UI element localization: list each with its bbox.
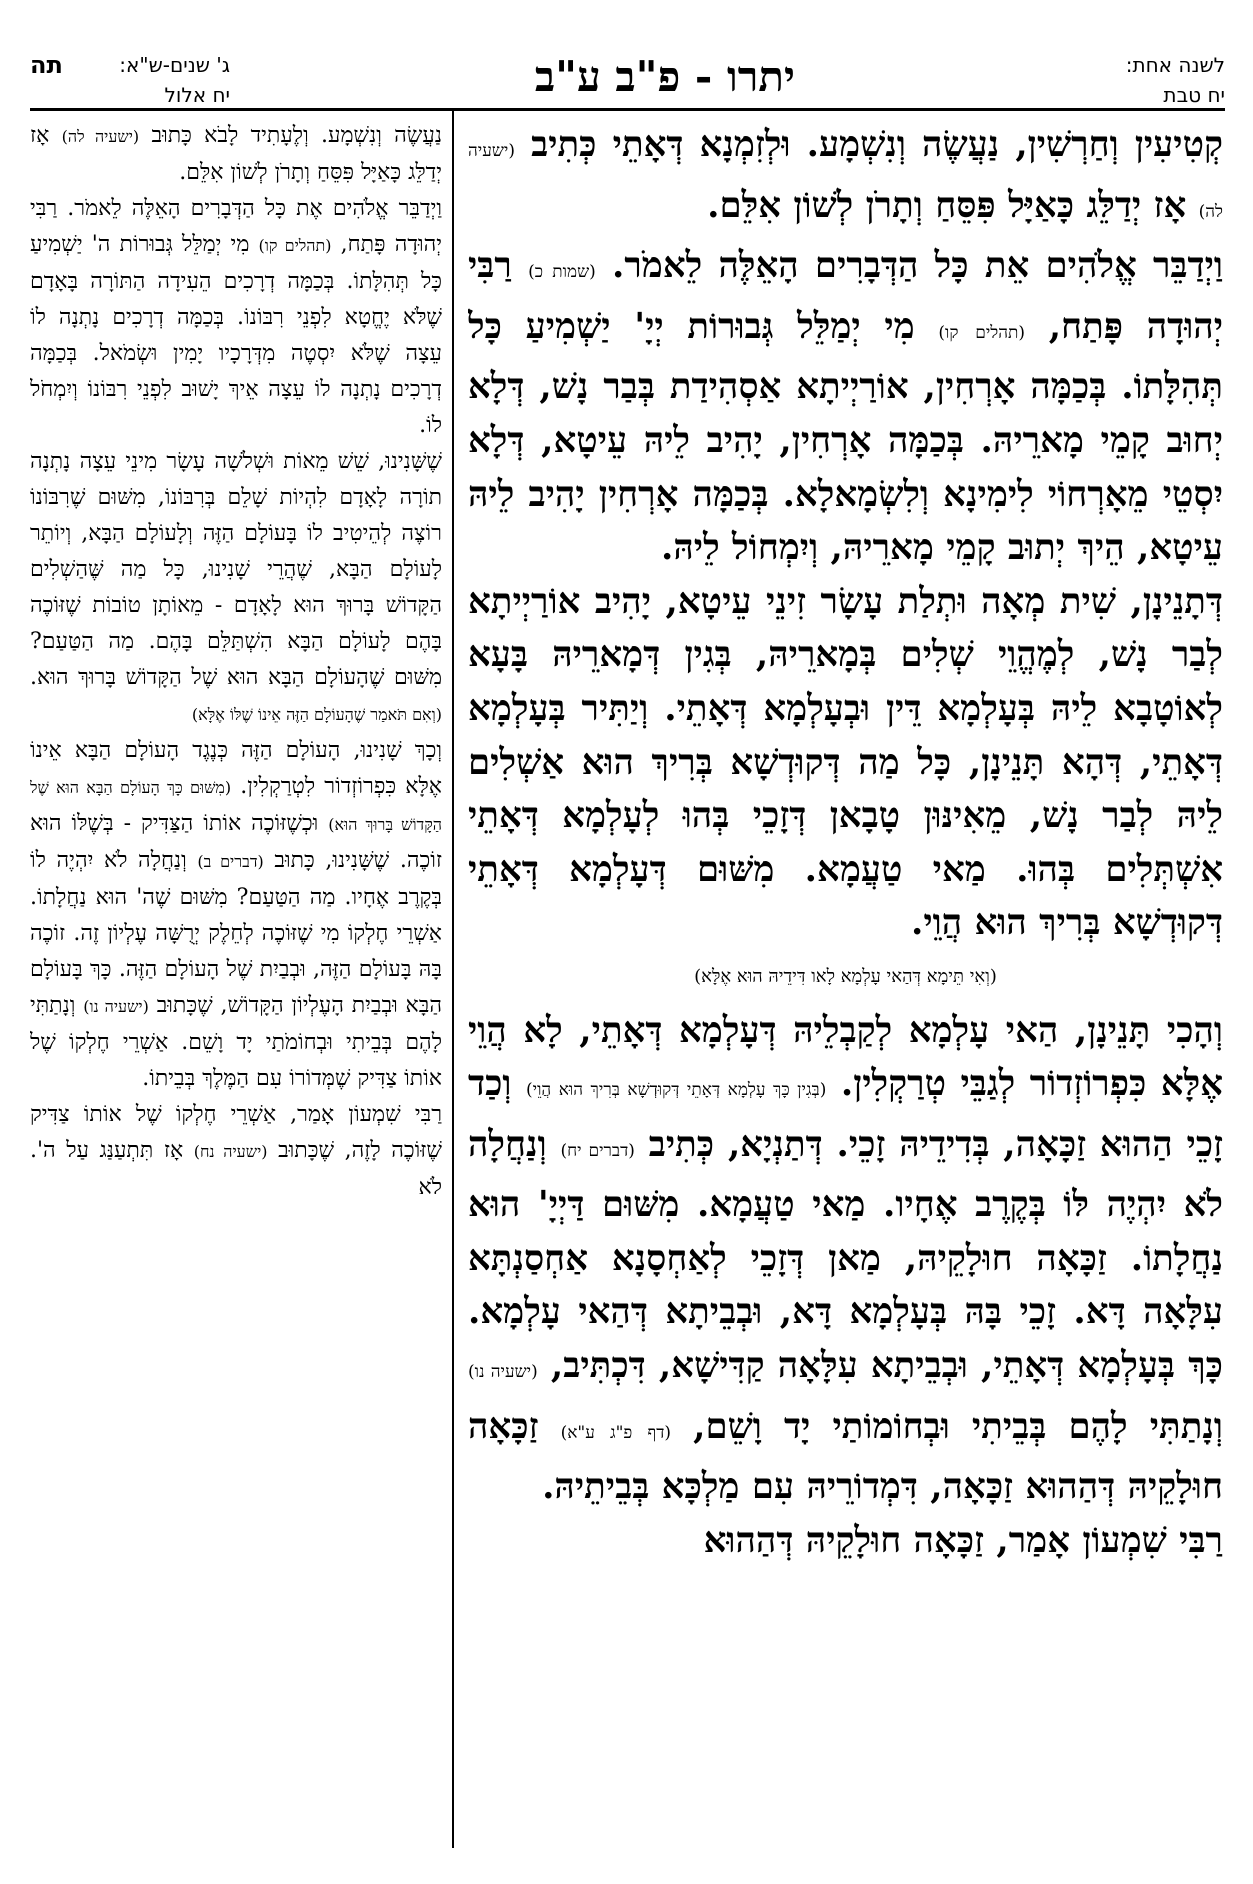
side-paragraph-1 xyxy=(30,118,442,191)
schedule-one-year-label: לשנה אחת: xyxy=(1125,53,1225,77)
main-text: זַכָּאָה חוּלָקֵיהּ דְּהַהוּא זַכָּאָה, דִּמְדוֹרֵיהּ עִם מַלְכָּא בְּבֵיתֵיהּ. xyxy=(468,1405,1223,1508)
side-text: מִי יְמַלֵּל גְּבוּרוֹת ה' יַשְׁמִיעַ כָּל תְּהִלָּתוֹ. בְּכַמָּה דְרָכִים הֵעִידָה הַתּוֹרָה בָּאָדָם שֶׁלֹּא יֶחֱטָא לִפְנֵי רִבּוֹנוֹ. בְּכַמָּה דְרָכִים נָתְנָה לוֹ עֵצָה שֶׁלֹּא יִסְטֶה מִדְּרָכָיו יָמִין וּשְׂמֹאל. בְּכַמָּה דְרָכִים נָתְנָה לוֹ עֵצָה אֵיךְ יָשׁוּב לִפְנֵי רִבּוֹנוֹ וְיִמְחֹל לוֹ. xyxy=(30,232,442,438)
main-text: מִי יְמַלֵּל גְּבוּרוֹת יְיָ' יַשְׁמִיעַ כָּל תְּהִלָּתוֹ. בְּכַמָּה אָרְחִין, אוֹרַיְיתָא אַסְהִידַת בְּבַר נָשׁ, דְּלָא יְחוּב קָמֵי מָארֵיהּ. בְּכַמָּה אָרְחִין, יָהִיב לֵיהּ עֵיטָא, דְּלָא יִסְטֵי מֵאָרְחוֹי לִימִינָא וְלִשְׂמָאלָא. בְּכַמָּה אָרְחִין יָהִיב לֵיהּ עֵיטָא, הֵיךְ יְתוּב קָמֵי מָארֵיהּ, וְיִמְחוֹל לֵיהּ. xyxy=(468,305,1223,569)
side-text: וְנָתַתִּי לָהֶם בְּבֵיתִי וּבְחוֹמֹתַי יָד וָשֵׁם. אַשְׁרֵי חֶלְקוֹ שֶׁל אוֹתוֹ צַדִּיק שֶׁמְּדוֹרוֹ עִם הַמֶּלֶךְ בְּבֵיתוֹ. xyxy=(30,993,442,1091)
side-text: אָז תִּתְעַנַּג עַל ה'. לֹא xyxy=(30,1138,442,1200)
schedule-one-year-date: יח טבת xyxy=(1163,83,1225,107)
main-text: קְטִיעִין וְחַרְשִׁין, נַעֲשֶׂה וְנִשְׁמָע. וּלְזִמְנָא דְּאָתֵי כְּתִיב xyxy=(531,124,1223,165)
header-divider xyxy=(30,108,1225,111)
verse-reference: (תהלים קו) xyxy=(938,322,1026,343)
column-divider xyxy=(452,108,454,1848)
editorial-note: (בְּגִין כָּךְ עָלְמָא דְּאָתֵי דְּקוּדְשָׁא בְּרִיךְ הוּא הֲוֵי) xyxy=(525,1080,827,1101)
page-title: יתרו - פ"ב ע"ב xyxy=(534,52,795,101)
verse-reference: (ישעיה לה) xyxy=(61,127,140,146)
side-paragraph-5 xyxy=(30,1097,442,1206)
verse-reference: (שמות כ) xyxy=(528,262,596,283)
side-paragraph-2 xyxy=(30,191,442,444)
side-text: וְכָךְ שָׁנִינוּ, הָעוֹלָם הַזֶּה כְּנֶגֶד הָעוֹלָם הַבָּא אֵינוֹ אֶלָּא כִּפְרוֹזְדוֹר לִטְרַקְלִין. xyxy=(30,738,442,799)
editorial-note: (וְאִם תֹּאמַר שֶׁהָעוֹלָם הַזֶּה אֵינוֹ שֶׁלּוֹ אֶלָּא) xyxy=(191,705,442,724)
folio-reference: (דף פ"ג ע"א) xyxy=(560,1422,672,1443)
main-paragraph-3 xyxy=(468,575,1223,950)
side-paragraph-4 xyxy=(30,733,442,1097)
page-number: תה xyxy=(30,51,63,79)
main-paragraph-2 xyxy=(468,239,1223,575)
main-paragraph-1 xyxy=(468,118,1223,239)
header-schedule-three-year xyxy=(30,50,230,110)
verse-reference: (ישעיה נח) xyxy=(193,1142,268,1161)
side-text: רַבִּי שִׁמְעוֹן אָמַר, אַשְׁרֵי חֶלְקוֹ שֶׁל אוֹתוֹ צַדִּיק שֶׁזּוֹכֶה לָזֶה, שֶׁכָּתוּב xyxy=(30,1102,442,1163)
main-text: וְהָכִי תָּנֵינָן, הַאי עָלְמָא לְקַבְלֵיהּ דְּעָלְמָא דְּאָתֵי, לָא הֲוֵי אֶלָּא כִּפְרוֹזְדוֹר לְגַבֵּי טְרַקְלִין. xyxy=(468,1009,1223,1105)
side-text: נַעֲשֶׂה וְנִשְׁמָע. וְלֶעָתִיד לָבֹא כָּתוּב xyxy=(151,123,442,148)
verse-reference: (תהלים קו) xyxy=(258,236,332,255)
main-text: וְכַד זָכֵי הַהוּא זַכָּאָה, בְּדִידֵיהּ זָכֵי. דְּתַנְיָא, כְּתִיב xyxy=(468,1063,1223,1165)
side-text: וַיְדַבֵּר אֱלֹהִים אֶת כָּל הַדְּבָרִים הָאֵלֶּה לֵאמֹר. רַבִּי יְהוּדָה פָּתַח, xyxy=(30,196,442,257)
main-text: רַבִּי שִׁמְעוֹן אָמַר, זַכָּאָה חוּלָקֵיהּ דְּהַהוּא xyxy=(703,1519,1223,1561)
aramaic-main-column xyxy=(468,118,1223,1848)
header-schedule-one-year xyxy=(1126,50,1225,110)
verse-reference: (דברים ב) xyxy=(197,852,264,871)
side-text: וְנַחֲלָה לֹא יִהְיֶה לוֹ בְּקֶרֶב אֶחָיו. מַה הַטַּעַם? מִשּׁוּם שֶׁה' הוּא נַחֲלָתוֹ. אַשְׁרֵי חֶלְקוֹ מִי שֶׁזּוֹכֶה לְחֵלֶק יְרֻשָּׁה עֶלְיוֹן זֶה. זוֹכֶה בָּהּ בָּעוֹלָם הַזֶּה, וּבְבַיִת שֶׁל הָעוֹלָם הַזֶּה. כָּךְ בָּעוֹלָם הַבָּא וּבְבַיִת הָעֶלְיוֹן הַקָּדוֹשׁ, שֶׁכָּתוּב xyxy=(30,848,442,1018)
side-text: אָז יְדַלֵּג כָּאַיָּל פִּסֵּחַ וְתָרֹן לְשׁוֹן אִלֵּם. xyxy=(30,123,442,185)
main-text: דְּתָנֵינָן, שִׁית מְאָה וּתְלַת עָשָׂר זִינֵי עֵיטָא, יָהִיב אוֹרַיְיתָא לְבַר נָשׁ, לְמֶהֱוֵי שְׁלִים בְּמָארֵיהּ, בְּגִין דְּמָארֵיהּ בָּעָא לְאוֹטָבָא לֵיהּ בְּעָלְמָא דֵּין וּבְעָלְמָא דְּאָתֵי. וְיַתִּיר בְּעָלְמָא דְּאָתֵי, דְּהָא תָּנֵינָן, כָּל מַה דְּקוּדְשָׁא בְּרִיךְ הוּא אַשְׁלִים לֵיהּ לְבַר נָשׁ, מֵאִינּוּן טָבָאן דְּזָכֵי בְּהוּ לְעָלְמָא דְּאָתֵי אִשְׁתְּלִים בְּהוּ. מַאי טַעֲמָא. מִשּׁוּם דְּעָלְמָא דְּאָתֵי דְּקוּדְשָׁא בְּרִיךְ הוּא הֲוֵי. xyxy=(468,580,1223,944)
editorial-note: (מִשּׁוּם כָּךְ הָעוֹלָם הַבָּא הוּא שֶׁל הַקָּדוֹשׁ בָּרוּךְ הוּא) xyxy=(30,778,442,834)
main-editorial-note: (וְאִי תֵּימָא דְּהַאי עָלְמָא לָאו דִּידֵיהּ הוּא אֶלָּא) xyxy=(694,965,997,987)
verse-reference: (ישעיה לה) xyxy=(468,141,1223,222)
verse-reference: (דברים יח) xyxy=(560,1140,635,1161)
main-text: וְנָתַתִּי לָהֶם בְּבֵיתִי וּבְחוֹמוֹתַי יָד וָשֵׁם, xyxy=(693,1405,1223,1447)
main-text: רַבִּי יְהוּדָה פָּתַח, xyxy=(468,245,1223,347)
side-text: שֶׁשָּׁנִינוּ, שֵׁשׁ מֵאוֹת וּשְׁלֹשָׁה עָשָׂר מִינֵי עֵצָה נָתְנָה תוֹרָה לָאָדָם לִהְיוֹת שָׁלֵם בְּרִבּוֹנוֹ, מִשּׁוּם שֶׁרִבּוֹנוֹ רוֹצֶה לְהֵיטִיב לוֹ בָּעוֹלָם הַזֶּה וְלָעוֹלָם הַבָּא, וְיוֹתֵר לָעוֹלָם הַבָּא, שֶׁהֲרֵי שָׁנִינוּ, כָּל מַה שֶּׁהַשְׁלִים הַקָּדוֹשׁ בָּרוּךְ הוּא לָאָדָם - מֵאוֹתָן טוֹבוֹת שֶׁזּוֹכֶה בָּהֶם לָעוֹלָם הַבָּא הִשְׁתַּלֵּם בָּהֶם. מַה הַטַּעַם? מִשּׁוּם שֶׁהָעוֹלָם הַבָּא הוּא שֶׁל הַקָּדוֹשׁ בָּרוּךְ הוּא. xyxy=(30,449,442,690)
verse-reference: (ישעיה נו) xyxy=(468,1362,538,1383)
main-text: וְנַחֲלָה לֹא יִהְיֶה לּוֹ בְּקֶרֶב אֶחָיו. מַאי טַעֲמָא. מִשּׁוּם דַּיְיָ' הוּא נַחֲלָתוֹ. זַכָּאָה חוּלָקֵיהּ, מַאן דְּזָכֵי לְאַחְסָנָא אַחְסַנְתָּא עִלָּאָה דָּא. זָכֵי בָּהּ בְּעָלְמָא דָּא, וּבְבֵיתָא דְּהַאי עָלְמָא. כָּךְ בְּעָלְמָא דְּאָתֵי, וּבְבֵיתָא עִלָּאָה קַדִּישָׁא, דִּכְתִּיב, xyxy=(468,1123,1223,1387)
main-paragraph-4 xyxy=(468,1004,1223,1514)
main-text: וַיְדַבֵּר אֱלֹהִים אֵת כָּל הַדְּבָרִים הָאֵלֶּה לֵאמֹר. xyxy=(612,245,1223,287)
schedule-three-year-label: ג' שנים-ש"א: xyxy=(119,53,230,77)
side-text: וּכְשֶׁזּוֹכֶה אוֹתוֹ הַצַּדִּיק - בְּשֶׁלּוֹ הוּא זוֹכֶה. שֶׁשָּׁנִינוּ, כָּתוּב xyxy=(30,811,442,873)
verse-reference: (ישעיה נו) xyxy=(83,997,149,1016)
side-paragraph-3 xyxy=(30,444,442,733)
main-paragraph-5 xyxy=(468,1514,1223,1568)
schedule-three-year-date: יח אלול xyxy=(164,83,230,107)
hebrew-translation-column xyxy=(30,118,442,1848)
main-text: אָז יְדַלֵּג כָּאַיָּל פִּסֵּחַ וְתָרֹן לְשׁוֹן אִלֵּם. xyxy=(707,184,1187,226)
